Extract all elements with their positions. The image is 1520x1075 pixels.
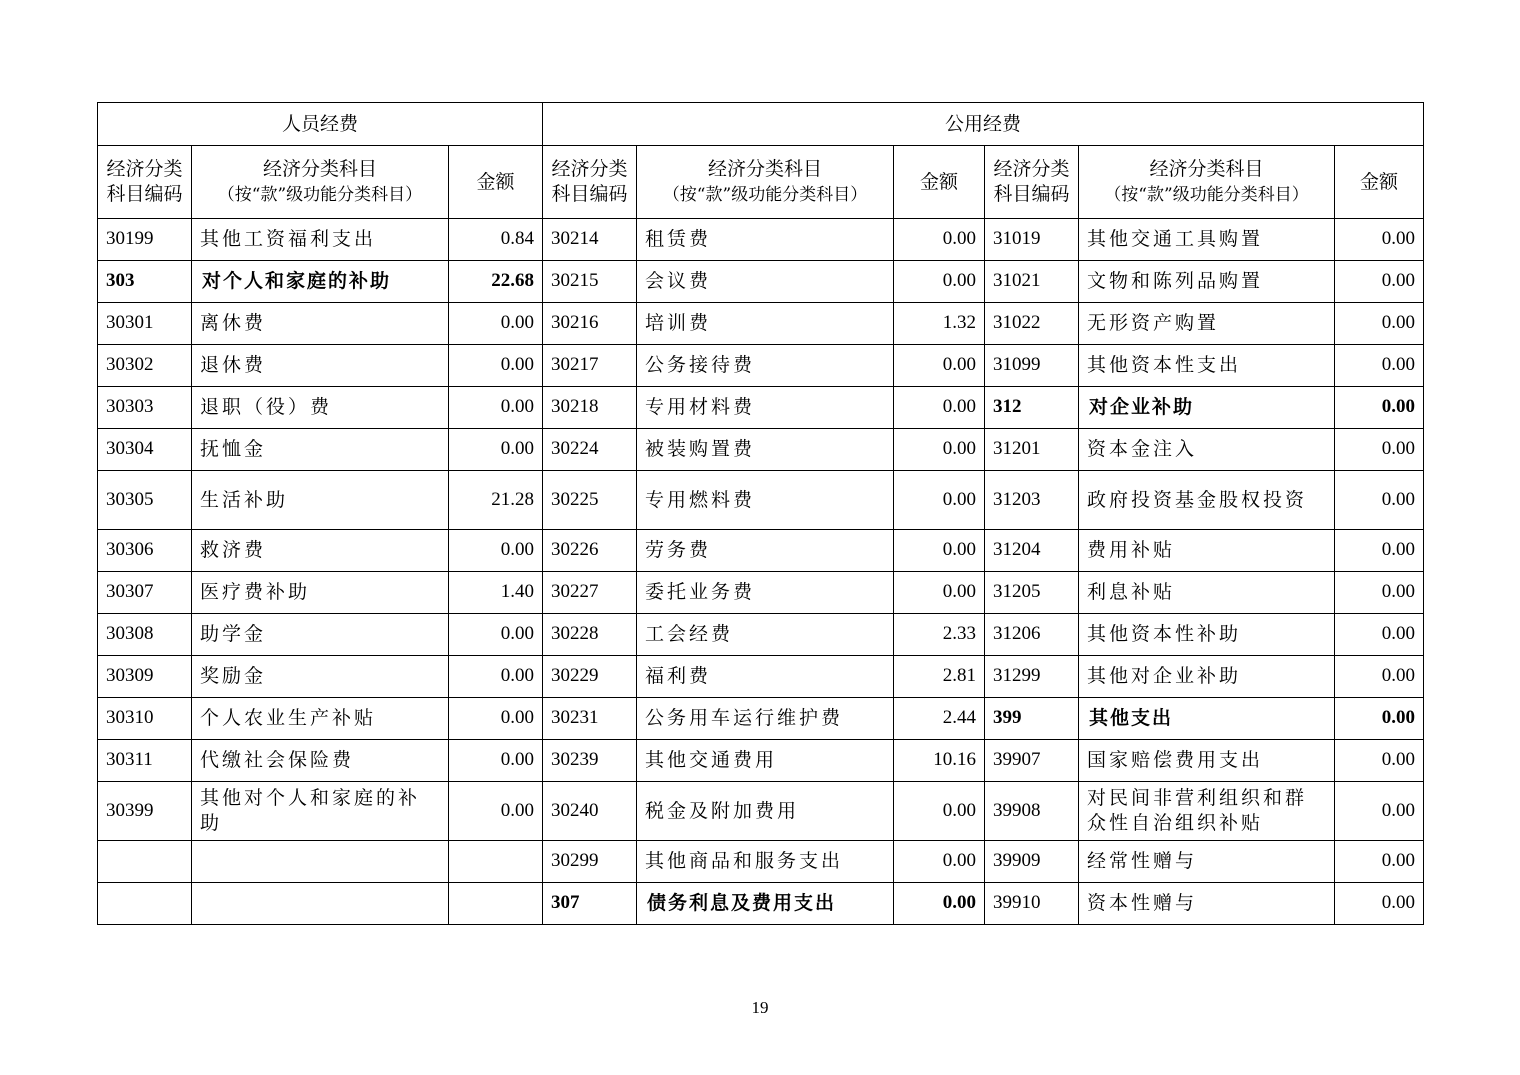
cell-code: 30231 [543, 698, 637, 740]
cell-code: 30225 [543, 471, 637, 530]
cell-name [192, 883, 449, 925]
cell-amount: 0.00 [1335, 656, 1424, 698]
cell-name: 无形资产购置 [1079, 303, 1335, 345]
cell-amount: 0.00 [894, 219, 985, 261]
cell-name: 其他交通工具购置 [1079, 219, 1335, 261]
cell-code: 30240 [543, 782, 637, 841]
table-row [98, 740, 1424, 782]
cell-name: 费用补贴 [1079, 530, 1335, 572]
cell-name: 退休费 [192, 345, 449, 387]
cell-name: 对企业补助 [1079, 387, 1335, 429]
cell-code: 30301 [98, 303, 192, 345]
cell-name: 退职（役）费 [192, 387, 449, 429]
cell-amount: 0.00 [894, 261, 985, 303]
cell-amount: 0.00 [1335, 530, 1424, 572]
header-name: 经济分类科目 （按“款”级功能分类科目） [637, 146, 894, 219]
cell-amount: 0.00 [1335, 698, 1424, 740]
cell-amount: 0.00 [449, 345, 543, 387]
cell-code: 30239 [543, 740, 637, 782]
cell-name: 政府投资基金股权投资 [1079, 471, 1335, 530]
header-amount: 金额 [1335, 146, 1424, 219]
header-code: 经济分类 科目编码 [543, 146, 637, 219]
cell-amount: 0.00 [1335, 883, 1424, 925]
cell-code: 30224 [543, 429, 637, 471]
cell-code: 30303 [98, 387, 192, 429]
table-row [98, 883, 1424, 925]
cell-code [98, 841, 192, 883]
table-row [98, 303, 1424, 345]
cell-name: 其他交通费用 [637, 740, 894, 782]
cell-name: 其他对企业补助 [1079, 656, 1335, 698]
cell-name: 其他资本性支出 [1079, 345, 1335, 387]
cell-name: 工会经费 [637, 614, 894, 656]
cell-amount: 22.68 [449, 261, 543, 303]
cell-code: 30309 [98, 656, 192, 698]
cell-amount: 0.00 [894, 572, 985, 614]
cell-amount: 1.40 [449, 572, 543, 614]
cell-name: 对个人和家庭的补助 [192, 261, 449, 303]
cell-amount: 0.00 [1335, 841, 1424, 883]
cell-amount: 0.00 [1335, 387, 1424, 429]
cell-name: 资本性赠与 [1079, 883, 1335, 925]
cell-amount: 0.00 [894, 387, 985, 429]
cell-name: 救济费 [192, 530, 449, 572]
cell-amount: 0.00 [1335, 572, 1424, 614]
cell-amount: 0.00 [449, 740, 543, 782]
cell-amount: 0.00 [1335, 429, 1424, 471]
section-header-row [98, 103, 1424, 146]
cell-amount: 0.00 [1335, 471, 1424, 530]
cell-name: 文物和陈列品购置 [1079, 261, 1335, 303]
table-row [98, 841, 1424, 883]
cell-name: 生活补助 [192, 471, 449, 530]
header-code: 经济分类 科目编码 [985, 146, 1079, 219]
cell-code: 30299 [543, 841, 637, 883]
cell-name: 经常性赠与 [1079, 841, 1335, 883]
cell-name: 抚恤金 [192, 429, 449, 471]
table-row [98, 219, 1424, 261]
cell-amount: 0.00 [894, 429, 985, 471]
page-number: 19 [751, 998, 769, 1017]
table-row [98, 698, 1424, 740]
cell-code: 30226 [543, 530, 637, 572]
cell-name [192, 841, 449, 883]
cell-name: 其他工资福利支出 [192, 219, 449, 261]
cell-code: 30214 [543, 219, 637, 261]
cell-name: 奖励金 [192, 656, 449, 698]
cell-code: 30399 [98, 782, 192, 841]
cell-amount: 0.00 [894, 841, 985, 883]
cell-name: 利息补贴 [1079, 572, 1335, 614]
cell-code: 31021 [985, 261, 1079, 303]
table-row [98, 387, 1424, 429]
cell-name: 国家赔偿费用支出 [1079, 740, 1335, 782]
cell-code: 30199 [98, 219, 192, 261]
table-row [98, 471, 1424, 530]
cell-code: 31099 [985, 345, 1079, 387]
cell-code: 30310 [98, 698, 192, 740]
cell-code: 39908 [985, 782, 1079, 841]
cell-code: 31019 [985, 219, 1079, 261]
cell-name: 税金及附加费用 [637, 782, 894, 841]
table-row [98, 782, 1424, 841]
cell-amount: 0.00 [894, 782, 985, 841]
cell-code: 31203 [985, 471, 1079, 530]
cell-amount: 0.00 [1335, 219, 1424, 261]
cell-code: 31201 [985, 429, 1079, 471]
cell-name: 培训费 [637, 303, 894, 345]
cell-amount: 0.00 [1335, 345, 1424, 387]
cell-name: 福利费 [637, 656, 894, 698]
cell-code: 30217 [543, 345, 637, 387]
cell-code: 30311 [98, 740, 192, 782]
header-amount: 金额 [449, 146, 543, 219]
cell-amount: 2.81 [894, 656, 985, 698]
cell-amount: 10.16 [894, 740, 985, 782]
header-name: 经济分类科目 （按“款”级功能分类科目） [192, 146, 449, 219]
cell-amount: 0.00 [894, 530, 985, 572]
cell-code: 303 [98, 261, 192, 303]
header-amount: 金额 [894, 146, 985, 219]
column-header-row [98, 146, 1424, 219]
cell-amount: 0.00 [449, 698, 543, 740]
cell-amount: 0.00 [894, 471, 985, 530]
cell-name: 其他商品和服务支出 [637, 841, 894, 883]
header-name: 经济分类科目 （按“款”级功能分类科目） [1079, 146, 1335, 219]
cell-name: 其他支出 [1079, 698, 1335, 740]
header-code: 经济分类 科目编码 [98, 146, 192, 219]
table-row [98, 429, 1424, 471]
cell-amount: 0.00 [1335, 261, 1424, 303]
cell-code: 31022 [985, 303, 1079, 345]
cell-amount [449, 883, 543, 925]
cell-code: 30304 [98, 429, 192, 471]
cell-amount: 1.32 [894, 303, 985, 345]
cell-name: 资本金注入 [1079, 429, 1335, 471]
cell-code: 31299 [985, 656, 1079, 698]
cell-code: 307 [543, 883, 637, 925]
cell-code: 39909 [985, 841, 1079, 883]
cell-code: 30302 [98, 345, 192, 387]
cell-amount: 21.28 [449, 471, 543, 530]
cell-amount: 0.00 [894, 345, 985, 387]
cell-amount: 0.00 [449, 782, 543, 841]
cell-name: 助学金 [192, 614, 449, 656]
cell-name: 被装购置费 [637, 429, 894, 471]
cell-name: 代缴社会保险费 [192, 740, 449, 782]
cell-name: 对民间非营利组织和群众性自治组织补贴 [1079, 782, 1335, 841]
cell-name: 公务接待费 [637, 345, 894, 387]
cell-code: 31206 [985, 614, 1079, 656]
cell-amount [449, 841, 543, 883]
cell-amount: 0.84 [449, 219, 543, 261]
table-row [98, 614, 1424, 656]
cell-amount: 0.00 [449, 429, 543, 471]
section-personnel: 人员经费 [98, 103, 543, 146]
cell-code: 30308 [98, 614, 192, 656]
cell-amount: 2.44 [894, 698, 985, 740]
cell-code: 31204 [985, 530, 1079, 572]
cell-code [98, 883, 192, 925]
cell-amount: 0.00 [1335, 303, 1424, 345]
table-row [98, 656, 1424, 698]
table-row [98, 572, 1424, 614]
cell-code: 39907 [985, 740, 1079, 782]
cell-name: 专用燃料费 [637, 471, 894, 530]
cell-name: 债务利息及费用支出 [637, 883, 894, 925]
cell-code: 30216 [543, 303, 637, 345]
cell-amount: 0.00 [1335, 782, 1424, 841]
cell-name: 个人农业生产补贴 [192, 698, 449, 740]
expenditure-table [97, 102, 1424, 925]
cell-amount: 0.00 [449, 303, 543, 345]
cell-name: 委托业务费 [637, 572, 894, 614]
cell-name: 离休费 [192, 303, 449, 345]
cell-amount: 0.00 [449, 387, 543, 429]
cell-name: 劳务费 [637, 530, 894, 572]
cell-code: 30218 [543, 387, 637, 429]
table-row [98, 530, 1424, 572]
cell-name: 会议费 [637, 261, 894, 303]
cell-amount: 0.00 [449, 530, 543, 572]
cell-name: 其他资本性补助 [1079, 614, 1335, 656]
cell-amount: 0.00 [894, 883, 985, 925]
cell-amount: 0.00 [449, 656, 543, 698]
cell-code: 30307 [98, 572, 192, 614]
cell-code: 30215 [543, 261, 637, 303]
cell-amount: 0.00 [449, 614, 543, 656]
table-row [98, 261, 1424, 303]
cell-name: 公务用车运行维护费 [637, 698, 894, 740]
cell-code: 312 [985, 387, 1079, 429]
cell-name: 其他对个人和家庭的补助 [192, 782, 449, 841]
cell-code: 30306 [98, 530, 192, 572]
cell-code: 30305 [98, 471, 192, 530]
section-public: 公用经费 [543, 103, 1424, 146]
cell-code: 399 [985, 698, 1079, 740]
cell-code: 30229 [543, 656, 637, 698]
cell-name: 医疗费补助 [192, 572, 449, 614]
cell-name: 专用材料费 [637, 387, 894, 429]
cell-amount: 0.00 [1335, 614, 1424, 656]
cell-amount: 0.00 [1335, 740, 1424, 782]
cell-amount: 2.33 [894, 614, 985, 656]
cell-code: 30228 [543, 614, 637, 656]
table-row [98, 345, 1424, 387]
cell-name: 租赁费 [637, 219, 894, 261]
cell-code: 39910 [985, 883, 1079, 925]
cell-code: 31205 [985, 572, 1079, 614]
cell-code: 30227 [543, 572, 637, 614]
